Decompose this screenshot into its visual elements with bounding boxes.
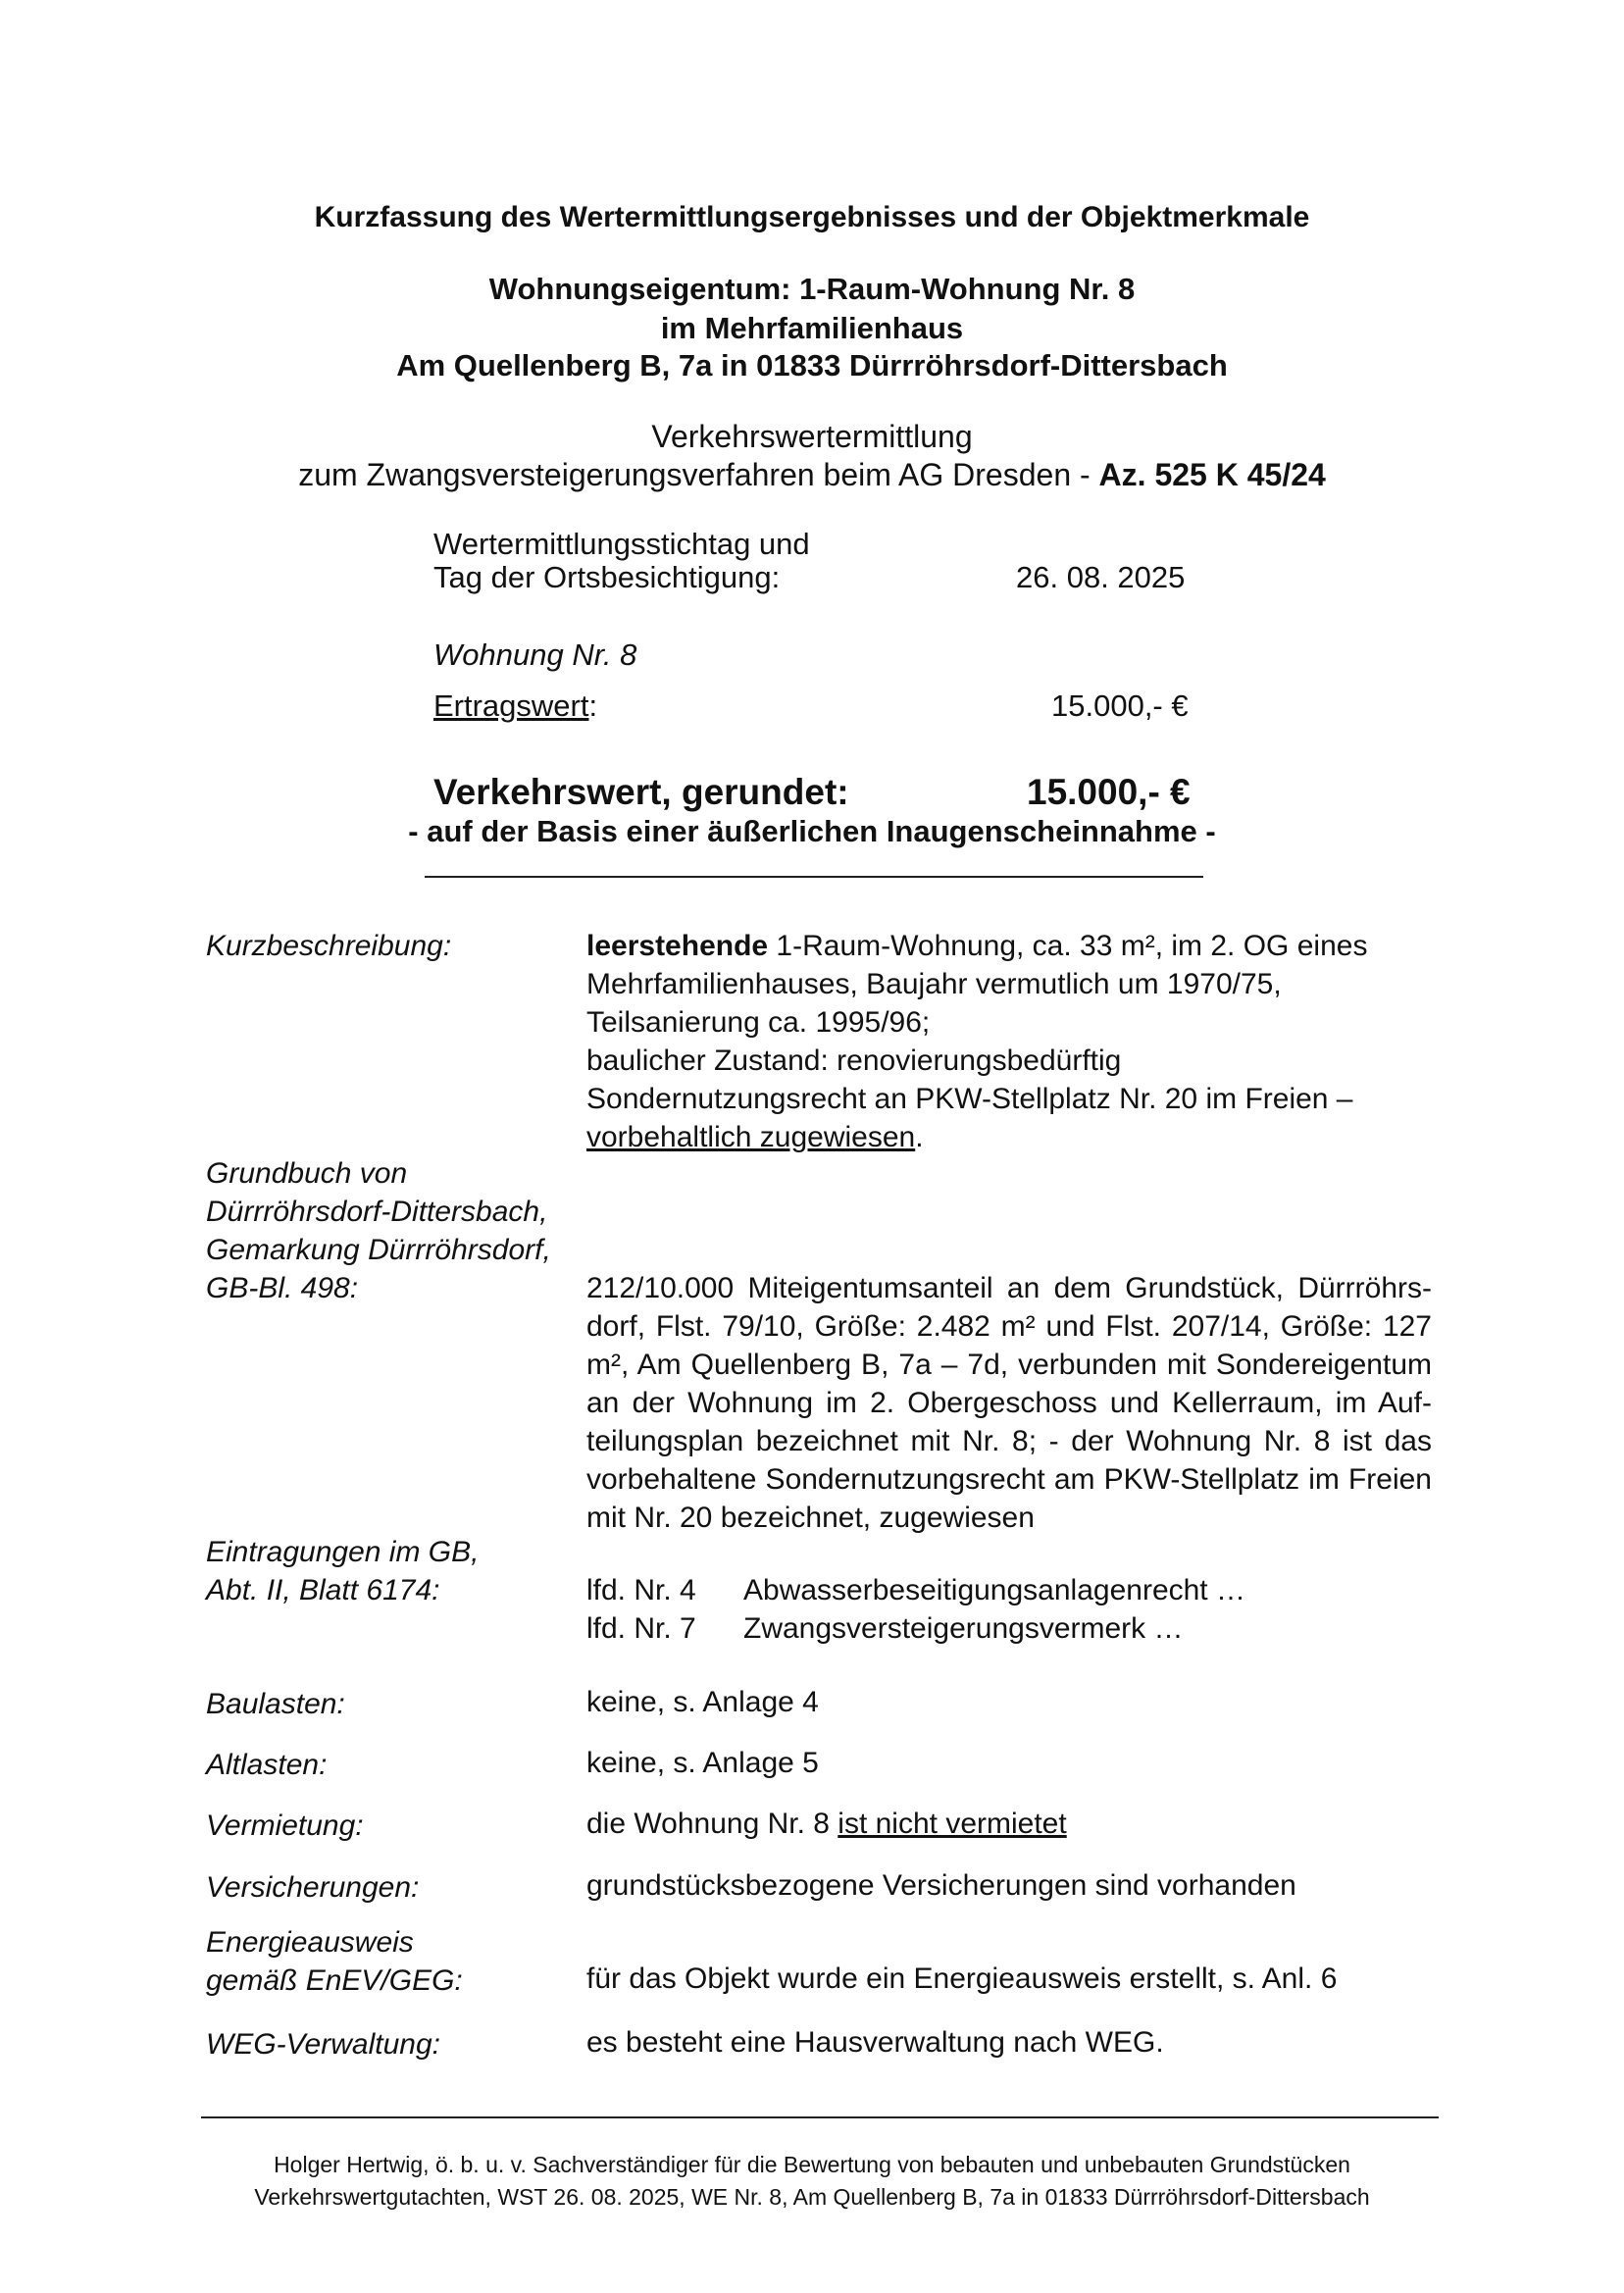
grundbuch-label-4: GB-Bl. 498: — [206, 1272, 359, 1304]
eintragung-nr: lfd. Nr. 4 — [586, 1574, 696, 1606]
kurz-label: Kurzbeschreibung: — [206, 930, 452, 962]
object-line-1: Wohnungseigentum: 1-Raum-Wohnung Nr. 8 — [488, 272, 1136, 306]
eintragung-entry — [586, 1571, 1432, 1609]
versicherungen-label: Versicherungen: — [206, 1871, 420, 1904]
footer-line-1: Holger Hertwig, ö. b. u. v. Sachverständiger für die Bewertung von bebauten und unbebauten Grundstücken — [274, 2152, 1350, 2177]
vermietung-label: Vermietung: — [206, 1809, 364, 1842]
baulasten-label: Baulasten: — [206, 1688, 345, 1720]
kurz-line-5: Sondernutzungsrecht an PKW-Stellplatz Nr. 20 im Freien – — [586, 1083, 1353, 1115]
kurz-text — [586, 927, 1432, 1156]
eintragungen-list — [586, 1571, 1432, 1648]
basis-note: - auf der Basis einer äußerlichen Inaugenscheinnahme - — [408, 814, 1216, 848]
verkehrswert-label: Verkehrswert, gerundet: — [433, 772, 849, 812]
ertragswert-colon: : — [588, 688, 598, 723]
kurz-line-3: Teilsanierung ca. 1995/96; — [586, 1006, 931, 1039]
kurz-line-6-underlined: vorbehaltlich zugewiesen — [586, 1121, 916, 1153]
eintragung-text: Abwasserbeseitigungsanlagenrecht … — [743, 1574, 1245, 1606]
eintragungen-label-2: Abt. II, Blatt 6174: — [206, 1574, 440, 1606]
kurz-line-4: baulicher Zustand: renovierungsbedürftig — [586, 1045, 1122, 1077]
grundbuch-label-3: Gemarkung Dürrröhrsdorf, — [206, 1234, 551, 1266]
energie-label-1: Energieausweis — [206, 1926, 414, 1959]
divider-top — [425, 876, 1203, 878]
footer-line-2: Verkehrswertgutachten, WST 26. 08. 2025, WE Nr. 8, Am Quellenberg B, 7a in 01833 Dürrröhrsdorf-Dittersbach — [254, 2184, 1370, 2210]
weg-label: WEG-Verwaltung: — [206, 2028, 440, 2061]
ertragswert-value: 15.000,- € — [1051, 688, 1189, 723]
purpose-prefix: zum Zwangsversteigerungsverfahren beim AG Dresden - — [298, 457, 1099, 492]
weg-value: es besteht eine Hausverwaltung nach WEG. — [586, 2026, 1164, 2059]
eintragungen-label-1: Eintragungen im GB, — [206, 1536, 480, 1568]
case-number: Az. 525 K 45/24 — [1098, 457, 1326, 492]
kurz-line-1 — [586, 927, 1432, 965]
altlasten-label: Altlasten: — [206, 1749, 328, 1781]
kurz-line-2: Mehrfamilienhauses, Baujahr vermutlich um 1970/75, — [586, 968, 1282, 1000]
versicherungen-value: grundstücksbezogene Versicherungen sind vorhanden — [586, 1869, 1296, 1902]
object-line-2: im Mehrfamilienhaus — [660, 311, 964, 345]
object-line-3: Am Quellenberg B, 7a in 01833 Dürrröhrsdorf-Dittersbach — [396, 348, 1228, 382]
stichtag-label-1: Wertermittlungsstichtag und — [433, 527, 810, 561]
document-title: Kurzfassung des Wertermittlungsergebnisses und der Objektmerkmale — [314, 201, 1310, 233]
grundbuch-label-2: Dürrröhrsdorf-Dittersbach, — [206, 1196, 548, 1228]
altlasten-value: keine, s. Anlage 5 — [586, 1747, 819, 1779]
verkehrswert-value: 15.000,- € — [1027, 772, 1191, 812]
grundbuch-label — [206, 1154, 551, 1307]
kurz-lead: leerstehende — [586, 930, 769, 962]
vermietung-underlined: ist nicht vermietet — [837, 1808, 1067, 1840]
grundbuch-text: 212/10.000 Miteigentumsanteil an dem Grundstück, Dürrröhrs-dorf, Flst. 79/10, Größe: 2.482 m² und Flst. 207/14, Größe: 127 m², Am Quellenberg B, 7a – 7d, verbunden mit Sondereigentum an der Wohnung im 2. Obergeschoss und Kellerraum, im Auf-teilungsplan bezeichnet mit Nr. 8; - der Wohnung Nr. 8 ist das vorbehaltene Sondernutzungsrecht am PKW-Stellplatz im Freien mit Nr. 20 bezeichnet, zugewiesen — [586, 1272, 1432, 1534]
kurz-line-6-end: . — [915, 1121, 924, 1153]
kurz-line-1-rest: 1-Raum-Wohnung, ca. 33 m², im 2. OG eines — [768, 930, 1368, 962]
vermietung-prefix: die Wohnung Nr. 8 — [586, 1808, 838, 1840]
purpose-line-2 — [0, 455, 1624, 494]
unit-label: Wohnung Nr. 8 — [433, 637, 637, 672]
ertragswert-label — [433, 687, 597, 726]
energie-label-2: gemäß EnEV/GEG: — [206, 1964, 463, 1997]
eintragung-nr: lfd. Nr. 7 — [586, 1612, 696, 1645]
eintragung-entry — [586, 1609, 1432, 1648]
energie-label — [206, 1923, 463, 2000]
energie-value: für das Objekt wurde ein Energieausweis erstellt, s. Anl. 6 — [586, 1962, 1338, 1995]
kurz-line-6 — [586, 1118, 1432, 1156]
baulasten-value: keine, s. Anlage 4 — [586, 1686, 819, 1718]
vermietung-value — [586, 1805, 1432, 1843]
grundbuch-label-1: Grundbuch von — [206, 1157, 408, 1190]
stichtag-label-2: Tag der Ortsbesichtigung: — [433, 560, 781, 594]
stichtag-value: 26. 08. 2025 — [1016, 560, 1186, 594]
ertragswert-word: Ertragswert — [433, 688, 589, 723]
eintragung-text: Zwangsversteigerungsvermerk … — [743, 1612, 1184, 1645]
eintragungen-label — [206, 1533, 479, 1609]
divider-footer — [201, 2116, 1439, 2118]
purpose-line-1: Verkehrswertermittlung — [651, 419, 973, 454]
